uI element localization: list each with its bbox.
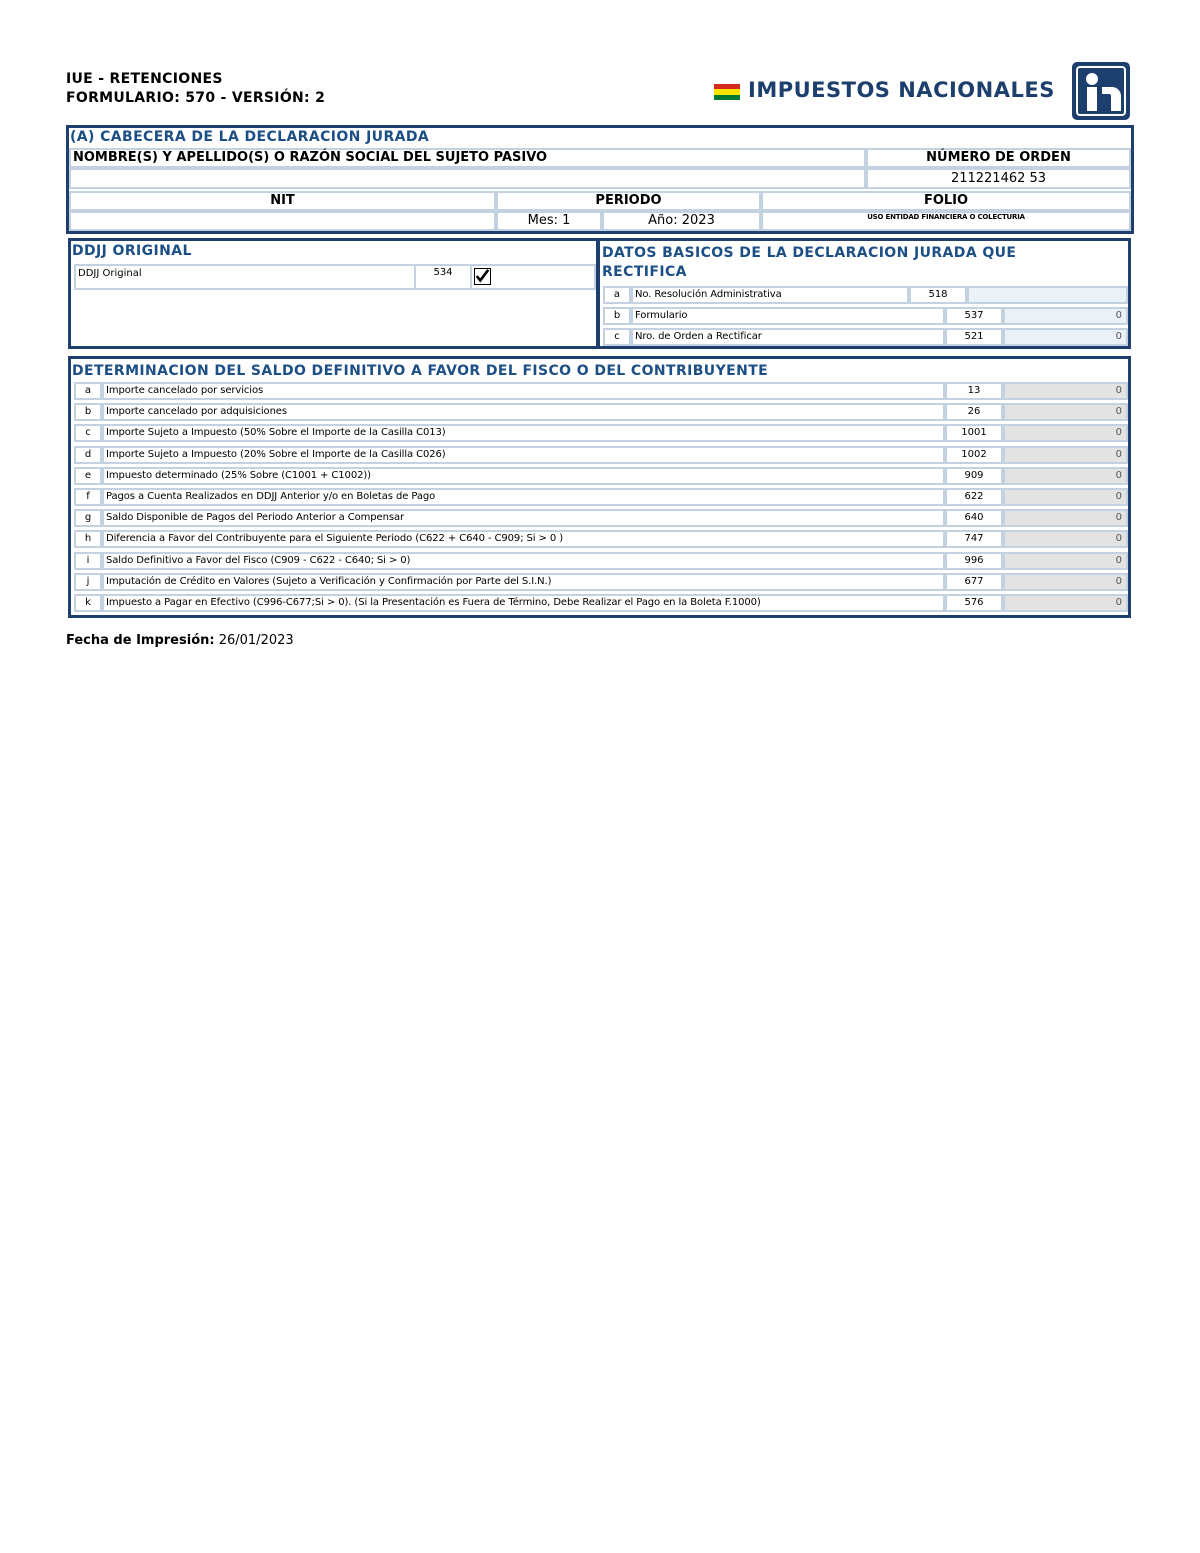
ddjj-label: DDJJ Original bbox=[78, 268, 142, 279]
form-subtitle: FORMULARIO: 570 - VERSIÓN: 2 bbox=[66, 90, 326, 106]
row-code: 677 bbox=[945, 573, 1003, 591]
row-label: Importe Sujeto a Impuesto (20% Sobre el Importe de la Casilla C026) bbox=[102, 446, 945, 464]
row-value[interactable] bbox=[967, 286, 1128, 304]
row-letter: e bbox=[74, 467, 102, 485]
row-code: 1002 bbox=[945, 446, 1003, 464]
name-label: NOMBRE(S) Y APELLIDO(S) O RAZÓN SOCIAL DEL SUJETO PASIVO bbox=[69, 148, 866, 168]
row-label: No. Resolución Administrativa bbox=[631, 286, 909, 304]
row-value[interactable]: 0 bbox=[1003, 573, 1128, 591]
rectifica-box bbox=[597, 238, 1131, 349]
row-code: 1001 bbox=[945, 424, 1003, 442]
mes-field[interactable]: Mes: 1 bbox=[496, 211, 602, 231]
row-code: 518 bbox=[909, 286, 967, 304]
row-code: 576 bbox=[945, 594, 1003, 612]
section-a-cabecera bbox=[66, 125, 1134, 234]
row-label: Nro. de Orden a Rectificar bbox=[631, 328, 945, 346]
row-code: 13 bbox=[945, 382, 1003, 400]
row-label: Saldo Disponible de Pagos del Periodo Anterior a Compensar bbox=[102, 509, 945, 527]
row-letter: a bbox=[603, 286, 631, 304]
row-value[interactable]: 0 bbox=[1003, 552, 1128, 570]
row-value[interactable]: 0 bbox=[1003, 446, 1128, 464]
row-label: Importe cancelado por adquisiciones bbox=[102, 403, 945, 421]
ddjj-title: DDJJ ORIGINAL bbox=[72, 243, 192, 259]
impuestos-logo bbox=[712, 62, 1130, 120]
row-letter: c bbox=[603, 328, 631, 346]
row-letter: j bbox=[74, 573, 102, 591]
folio-label: FOLIO bbox=[761, 191, 1131, 211]
row-label: Importe Sujeto a Impuesto (50% Sobre el Importe de la Casilla C013) bbox=[102, 424, 945, 442]
row-label: Importe cancelado por servicios bbox=[102, 382, 945, 400]
row-label: Diferencia a Favor del Contribuyente para el Siguiente Periodo (C622 + C640 - C909; Si > 0 ) bbox=[102, 530, 945, 548]
row-letter: k bbox=[74, 594, 102, 612]
determinacion-row bbox=[74, 467, 1128, 485]
row-letter: h bbox=[74, 530, 102, 548]
row-code: 996 bbox=[945, 552, 1003, 570]
periodo-label: PERIODO bbox=[496, 191, 761, 211]
row-letter: d bbox=[74, 446, 102, 464]
row-label: Pagos a Cuenta Realizados en DDJJ Anterior y/o en Boletas de Pago bbox=[102, 488, 945, 506]
nit-field[interactable] bbox=[69, 211, 496, 231]
determinacion-row bbox=[74, 403, 1128, 421]
bolivia-flag-icon bbox=[714, 84, 740, 100]
anio-field[interactable]: Año: 2023 bbox=[602, 211, 761, 231]
determinacion-row bbox=[74, 382, 1128, 400]
row-value[interactable]: 0 bbox=[1003, 328, 1128, 346]
row-value[interactable]: 0 bbox=[1003, 307, 1128, 325]
nit-label: NIT bbox=[69, 191, 496, 211]
row-letter: f bbox=[74, 488, 102, 506]
ddjj-checkbox[interactable] bbox=[474, 268, 491, 285]
row-code: 747 bbox=[945, 530, 1003, 548]
orden-field[interactable]: 211221462 53 bbox=[866, 168, 1131, 189]
form-title: IUE - RETENCIONES bbox=[66, 71, 223, 87]
rectifica-row bbox=[603, 328, 1128, 346]
rectifica-row bbox=[603, 307, 1128, 325]
ddjj-code: 534 bbox=[433, 267, 453, 278]
folio-field bbox=[761, 211, 1131, 231]
name-field[interactable] bbox=[69, 168, 866, 189]
print-date-value: 26/01/2023 bbox=[218, 633, 294, 648]
row-code: 622 bbox=[945, 488, 1003, 506]
determinacion-row bbox=[74, 509, 1128, 527]
determinacion-row bbox=[74, 424, 1128, 442]
ddjj-code-cell bbox=[414, 264, 472, 290]
row-letter: i bbox=[74, 552, 102, 570]
brand-name: IMPUESTOS NACIONALES bbox=[748, 78, 1055, 102]
determinacion-row bbox=[74, 530, 1128, 548]
row-label: Impuesto a Pagar en Efectivo (C996-C677;Si > 0). (Si la Presentación es Fuera de Término, Debe Realizar el Pago en la Boleta F.1000) bbox=[102, 594, 945, 612]
row-letter: c bbox=[74, 424, 102, 442]
row-value[interactable]: 0 bbox=[1003, 594, 1128, 612]
determinacion-title: DETERMINACION DEL SALDO DEFINITIVO A FAVOR DEL FISCO O DEL CONTRIBUYENTE bbox=[72, 363, 769, 379]
row-value[interactable]: 0 bbox=[1003, 509, 1128, 527]
impuestos-logo-icon bbox=[1072, 62, 1130, 120]
row-value[interactable]: 0 bbox=[1003, 530, 1128, 548]
row-code: 537 bbox=[945, 307, 1003, 325]
row-letter: a bbox=[74, 382, 102, 400]
ddjj-row bbox=[74, 264, 596, 290]
orden-label: NÚMERO DE ORDEN bbox=[866, 148, 1131, 168]
determinacion-row bbox=[74, 594, 1128, 612]
row-label: Imputación de Crédito en Valores (Sujeto a Verificación y Confirmación por Parte del S.I.N.) bbox=[102, 573, 945, 591]
form-header bbox=[66, 70, 325, 108]
determinacion-row bbox=[74, 446, 1128, 464]
row-code: 26 bbox=[945, 403, 1003, 421]
determinacion-row bbox=[74, 488, 1128, 506]
row-label: Formulario bbox=[631, 307, 945, 325]
row-value[interactable]: 0 bbox=[1003, 403, 1128, 421]
determinacion-row bbox=[74, 552, 1128, 570]
row-letter: b bbox=[603, 307, 631, 325]
print-date-label: Fecha de Impresión: bbox=[66, 633, 215, 648]
ddjj-original-box bbox=[68, 238, 599, 349]
row-value[interactable]: 0 bbox=[1003, 467, 1128, 485]
row-code: 640 bbox=[945, 509, 1003, 527]
section-a-title: (A) CABECERA DE LA DECLARACION JURADA bbox=[70, 129, 430, 145]
rectifica-title: DATOS BASICOS DE LA DECLARACION JURADA QUE RECTIFICA bbox=[602, 245, 1017, 280]
row-code: 909 bbox=[945, 467, 1003, 485]
row-label: Impuesto determinado (25% Sobre (C1001 + C1002)) bbox=[102, 467, 945, 485]
row-letter: g bbox=[74, 509, 102, 527]
row-value[interactable]: 0 bbox=[1003, 382, 1128, 400]
determinacion-row bbox=[74, 573, 1128, 591]
print-date bbox=[66, 633, 294, 648]
row-label: Saldo Definitivo a Favor del Fisco (C909 - C622 - C640; Si > 0) bbox=[102, 552, 945, 570]
determinacion-box bbox=[68, 356, 1131, 618]
row-code: 521 bbox=[945, 328, 1003, 346]
folio-note: USO ENTIDAD FINANCIERA O COLECTURIA bbox=[867, 213, 1025, 221]
row-value[interactable]: 0 bbox=[1003, 488, 1128, 506]
rectifica-row bbox=[603, 286, 1128, 304]
row-value[interactable]: 0 bbox=[1003, 424, 1128, 442]
checkmark-icon bbox=[475, 269, 490, 284]
row-letter: b bbox=[74, 403, 102, 421]
